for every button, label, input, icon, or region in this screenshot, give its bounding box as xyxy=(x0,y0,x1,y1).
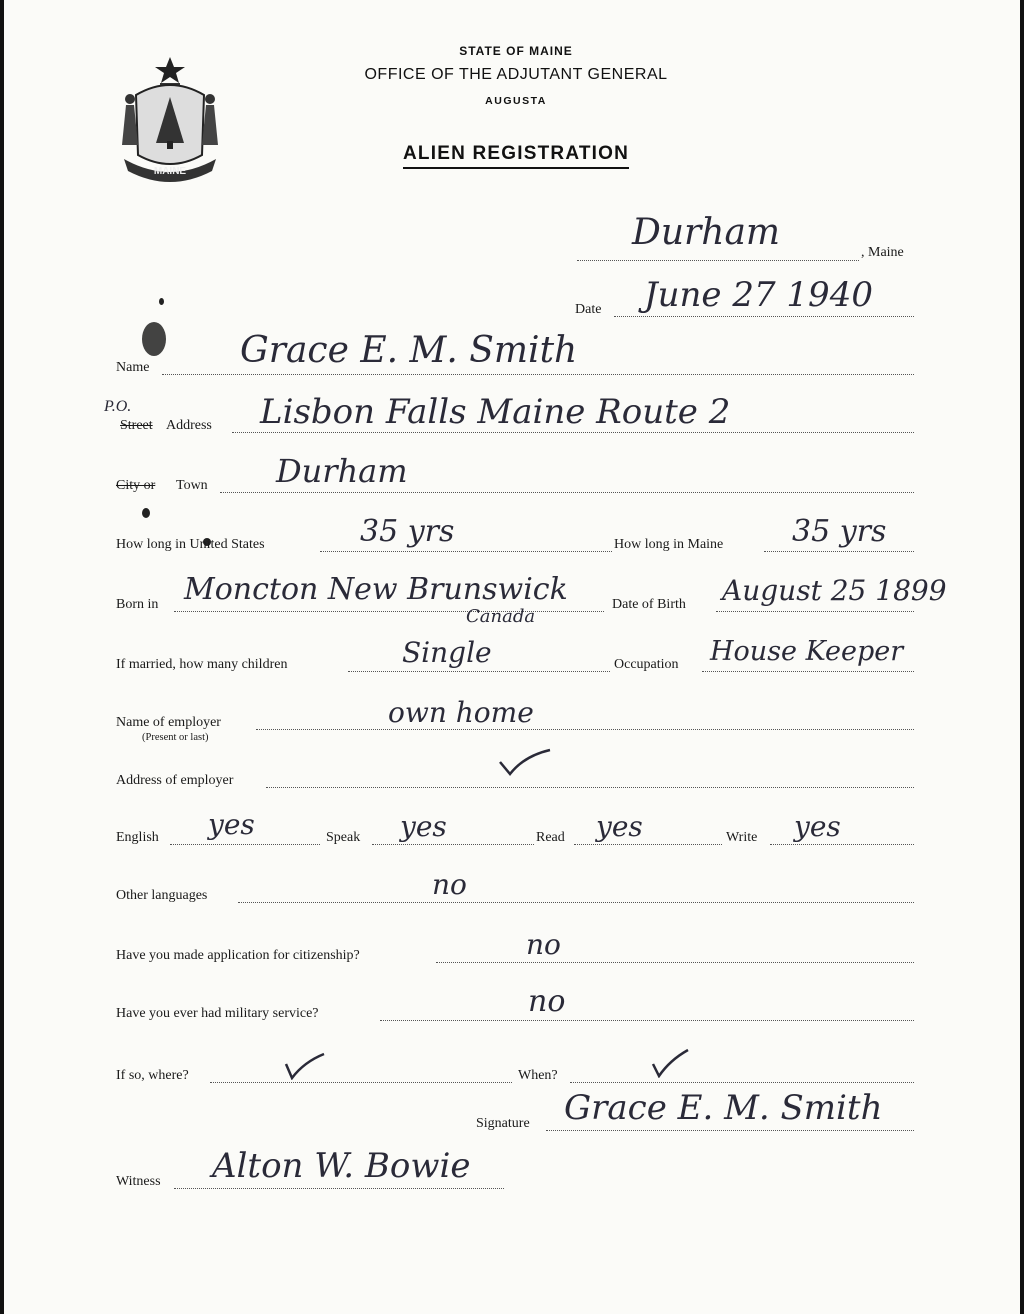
born-in-label: Born in xyxy=(116,597,159,612)
employer-label: Name of employer xyxy=(116,715,221,730)
write-label: Write xyxy=(726,830,758,845)
state-suffix-label: , Maine xyxy=(861,245,904,260)
english-label: English xyxy=(116,830,159,845)
other-languages-label: Other languages xyxy=(116,888,208,903)
english-line xyxy=(170,844,320,845)
header-city: AUGUSTA xyxy=(485,95,547,107)
military-label: Have you ever had military service? xyxy=(116,1006,319,1021)
name-label: Name xyxy=(116,360,150,375)
how-long-us-label: How long in United States xyxy=(116,537,265,552)
employer-address-label: Address of employer xyxy=(116,773,234,788)
children-line xyxy=(348,671,610,672)
other-languages-value: no xyxy=(432,868,467,901)
date-label: Date xyxy=(575,302,602,317)
ink-speck-2 xyxy=(142,508,150,518)
city-town-line xyxy=(220,492,914,493)
how-long-us-line xyxy=(320,551,612,552)
ink-speck xyxy=(159,298,164,305)
how-long-maine-label: How long in Maine xyxy=(614,537,724,552)
when-label: When? xyxy=(518,1068,558,1083)
signature-line xyxy=(546,1130,914,1131)
occupation-label: Occupation xyxy=(614,657,679,672)
born-in-country: Canada xyxy=(466,606,536,627)
speak-line xyxy=(372,844,534,845)
town-label: Town xyxy=(176,478,208,493)
checkmark-icon xyxy=(498,748,552,776)
employer-line xyxy=(256,729,914,730)
military-line xyxy=(380,1020,914,1021)
seal-text: MAINE xyxy=(153,166,187,177)
children-label: If married, how many children xyxy=(116,657,288,672)
address-value: Lisbon Falls Maine Route 2 xyxy=(260,392,731,432)
dob-line xyxy=(716,611,914,612)
employer-note: (Present or last) xyxy=(142,732,209,743)
date-value: June 27 1940 xyxy=(644,275,873,315)
town-line xyxy=(577,260,859,261)
military-value: no xyxy=(528,984,566,1019)
street-label: Street xyxy=(120,418,153,433)
occupation-value: House Keeper xyxy=(710,636,904,667)
english-value: yes xyxy=(208,808,255,841)
speak-value: yes xyxy=(400,810,447,843)
date-line xyxy=(614,316,914,317)
speak-label: Speak xyxy=(326,830,361,845)
how-long-us-value: 35 yrs xyxy=(360,514,455,549)
employer-address-line xyxy=(266,787,914,788)
witness-value: Alton W. Bowie xyxy=(212,1146,471,1186)
city-town-value: Durham xyxy=(276,452,408,490)
name-value: Grace E. M. Smith xyxy=(240,330,578,371)
city-label-struck: City or xyxy=(116,478,156,493)
read-label: Read xyxy=(536,830,565,845)
po-prefix: P.O. xyxy=(104,398,132,415)
checkmark-icon xyxy=(650,1048,690,1078)
name-line xyxy=(162,374,914,375)
header-office: OFFICE OF THE ADJUTANT GENERAL xyxy=(364,66,668,83)
employer-value: own home xyxy=(388,696,534,729)
read-value: yes xyxy=(596,810,643,843)
citizenship-value: no xyxy=(526,928,561,961)
other-languages-line xyxy=(238,902,914,903)
if-so-where-line xyxy=(210,1082,512,1083)
town-value: Durham xyxy=(632,212,781,253)
form-title xyxy=(4,143,1024,165)
signature-label: Signature xyxy=(476,1116,530,1131)
dob-label: Date of Birth xyxy=(612,597,686,612)
ink-blot xyxy=(142,322,166,356)
read-line xyxy=(574,844,722,845)
if-so-where-label: If so, where? xyxy=(116,1068,189,1083)
children-value: Single xyxy=(402,636,492,669)
how-long-maine-line xyxy=(764,551,914,552)
occupation-line xyxy=(702,671,914,672)
address-label: Address xyxy=(166,418,212,433)
when-line xyxy=(570,1082,914,1083)
checkmark-icon xyxy=(282,1050,326,1080)
address-line xyxy=(232,432,914,433)
witness-line xyxy=(174,1188,504,1189)
citizenship-line xyxy=(436,962,914,963)
write-line xyxy=(770,844,914,845)
dob-value: August 25 1899 xyxy=(722,574,947,607)
signature-value: Grace E. M. Smith xyxy=(564,1088,883,1128)
citizenship-label: Have you made application for citizenship? xyxy=(116,948,360,963)
witness-label: Witness xyxy=(116,1174,161,1189)
form-title-text: ALIEN REGISTRATION xyxy=(403,143,629,169)
born-in-line xyxy=(174,611,604,612)
header-state: STATE OF MAINE xyxy=(459,44,573,58)
born-in-value: Moncton New Brunswick xyxy=(184,572,568,607)
how-long-maine-value: 35 yrs xyxy=(792,514,887,549)
write-value: yes xyxy=(794,810,841,843)
